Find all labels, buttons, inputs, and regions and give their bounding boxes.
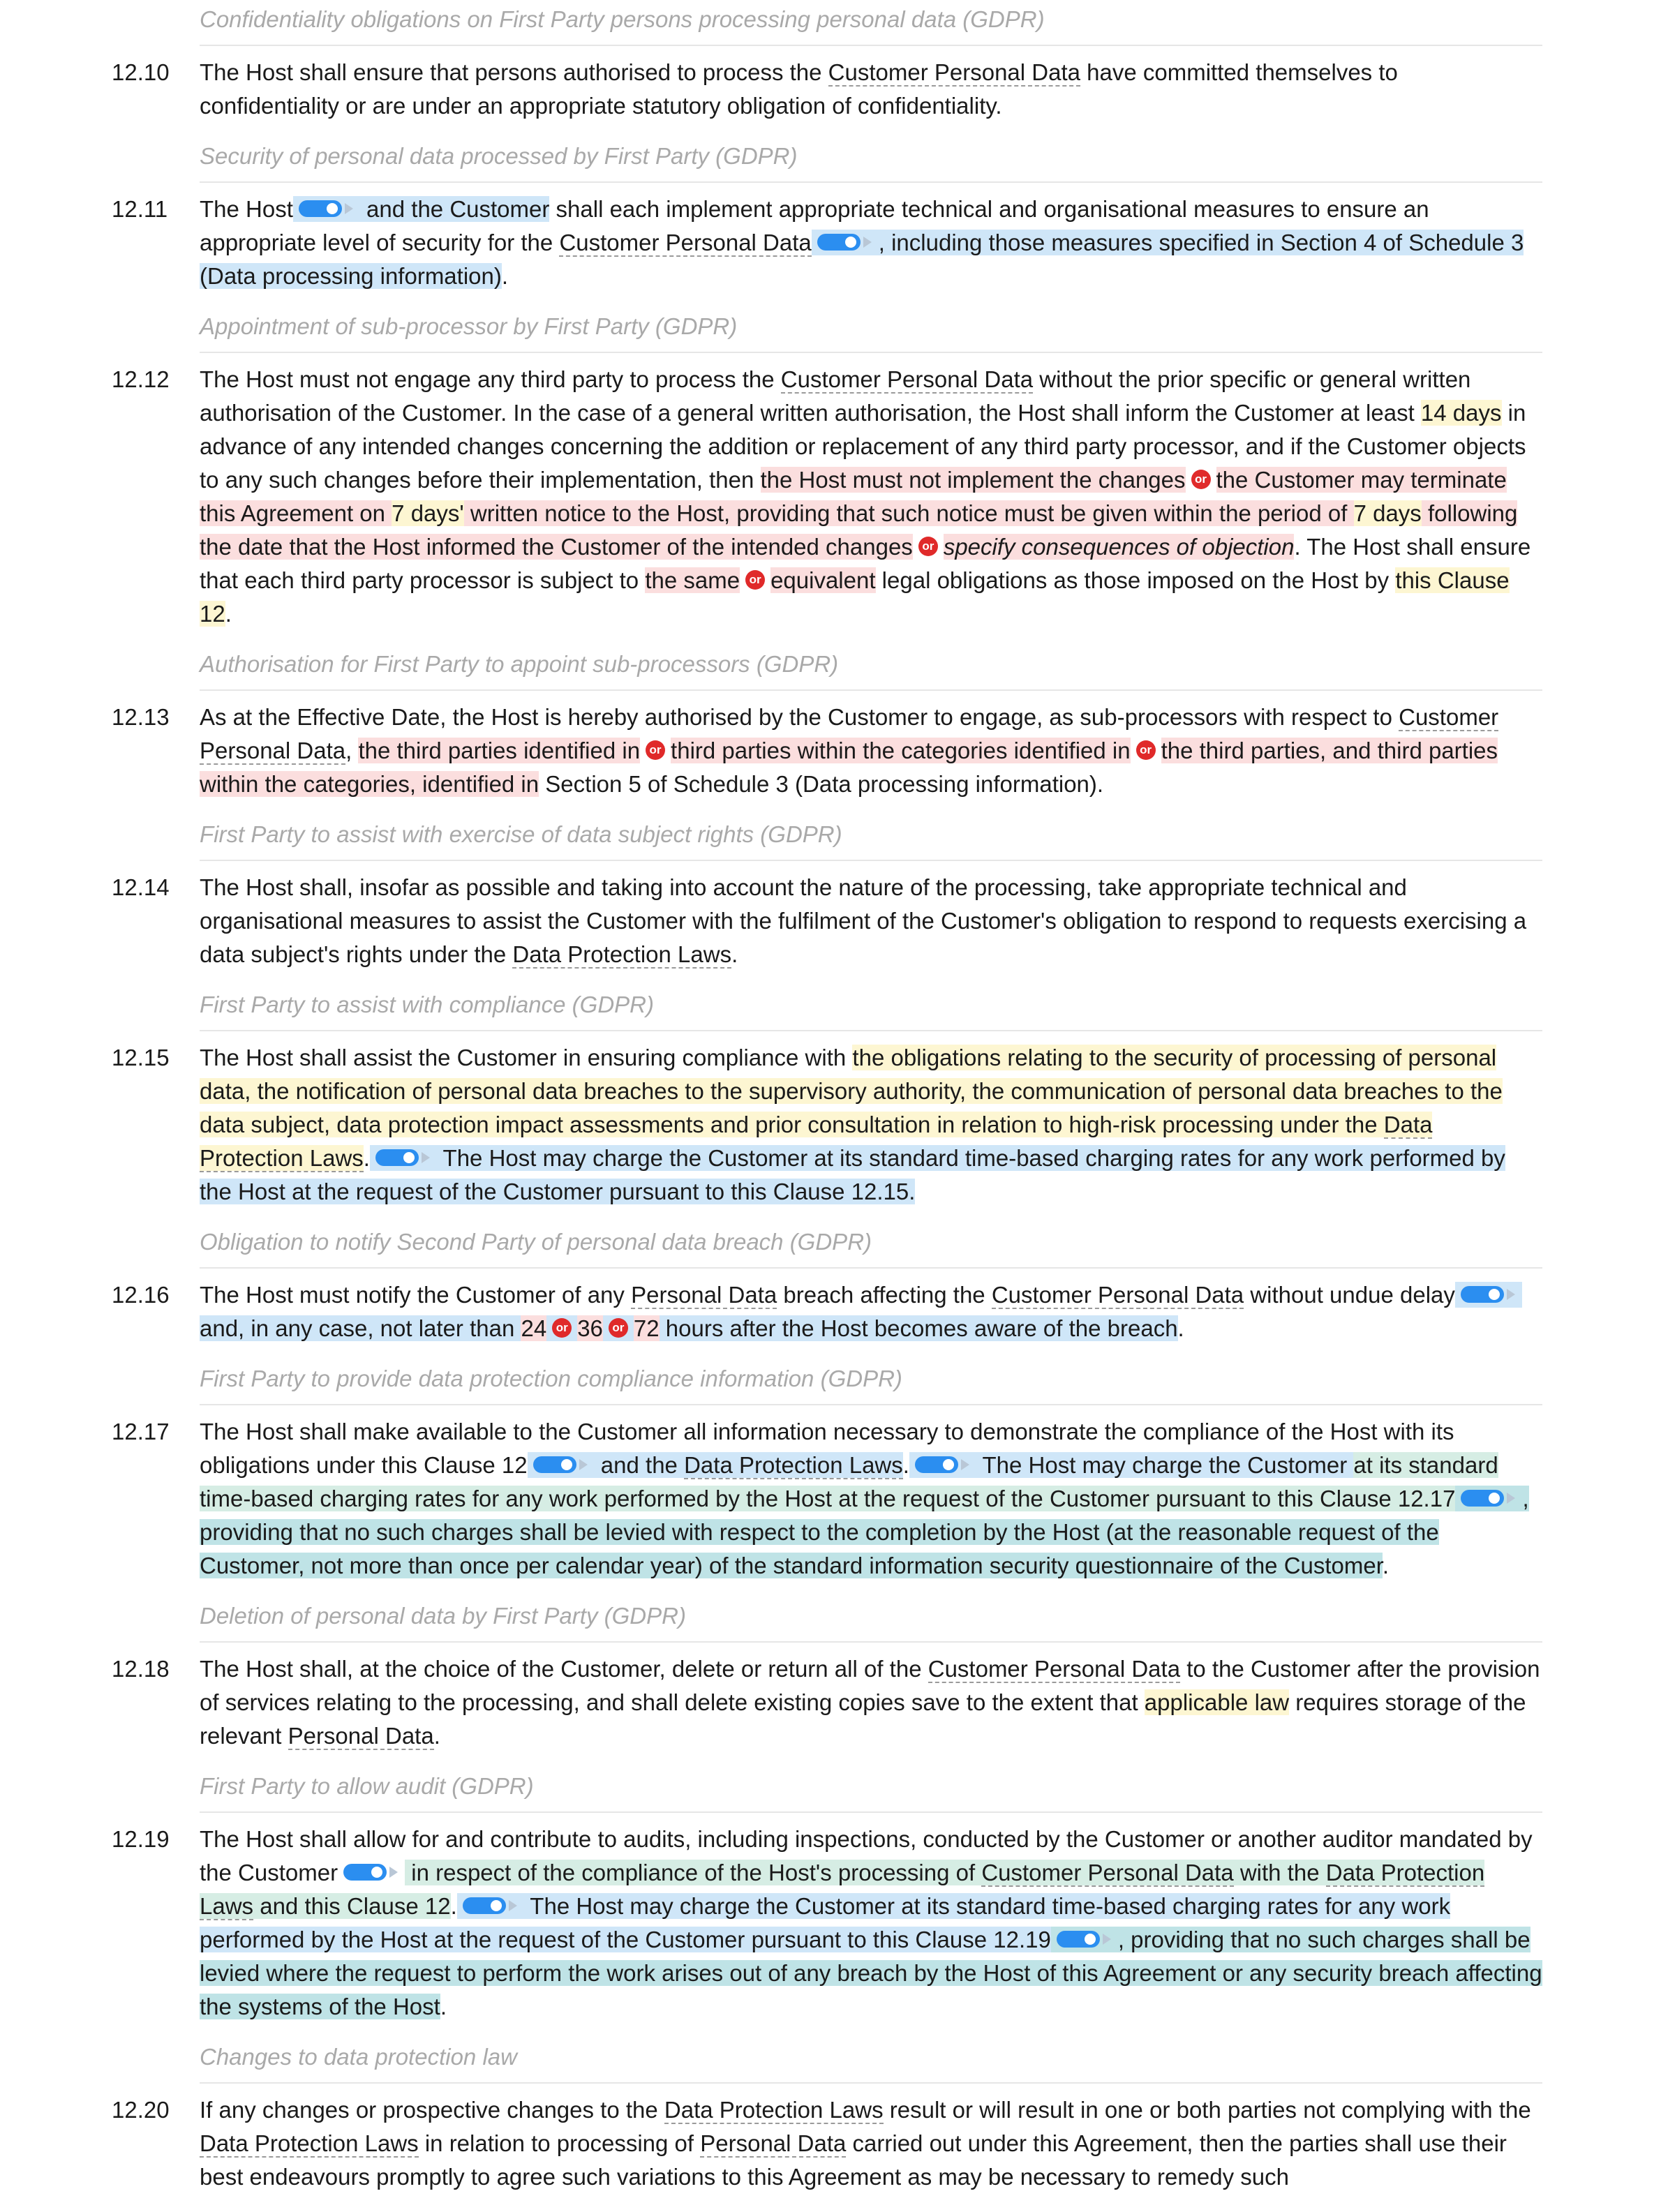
clause-12-14 xyxy=(112,871,1542,971)
section-heading: Changes to data protection law xyxy=(200,2042,1542,2084)
clause-text xyxy=(200,1041,1542,1209)
defined-term[interactable]: Data Protection Laws xyxy=(200,2130,419,2156)
section-heading: Deletion of personal data by First Party (GDPR) xyxy=(200,1601,1542,1643)
text: in advance of any intended changes concerning the addition or replacement of any third party processor, and if the Customer objects to any such changes before their implementation, then xyxy=(200,400,1526,493)
toggle-switch-icon[interactable] xyxy=(1057,1929,1112,1950)
optional-text: , providing that no such charges shall be levied with respect to the completion by the Host (at the reasonable request of the Customer, not more than once per calendar year) of the standard information security questionnaire of the Customer xyxy=(200,1486,1529,1578)
clause-12-18 xyxy=(112,1652,1542,1753)
optional-text: and, in any case, not later than xyxy=(200,1315,521,1341)
text: have committed themselves to confidentiality or are under an appropriate statutory obligation of confidentiality. xyxy=(200,59,1398,119)
section-heading: First Party to assist with exercise of data subject rights (GDPR) xyxy=(200,819,1542,861)
defined-term[interactable]: Data Protection Laws xyxy=(200,1860,1485,1919)
clause-text xyxy=(200,193,1542,293)
text: without the prior specific or general written authorisation of the Customer. In the case of a general written authorisation, the Host shall inform the Customer at least xyxy=(200,366,1471,426)
text: The Host shall, at the choice of the Customer, delete or return all of the xyxy=(200,1656,928,1682)
clause-number: 12.17 xyxy=(112,1419,170,1444)
clause-text xyxy=(200,1278,1542,1345)
toggle-switch-icon[interactable] xyxy=(817,232,873,253)
clause-text xyxy=(200,363,1542,631)
text: The Host xyxy=(200,196,293,222)
variable-text[interactable]: this Clause 12 xyxy=(200,567,1510,627)
clause-12-11 xyxy=(112,193,1542,293)
defined-term[interactable]: Customer Personal Data xyxy=(928,1656,1181,1682)
clause-number: 12.12 xyxy=(112,366,170,392)
text: The Host shall, insofar as possible and taking into account the nature of the processing, take appropriate technical and organisational measures to assist the Customer with the fulfilment of the Customer's obligation to respond to requests exercising a data subject's rights under the xyxy=(200,874,1527,967)
defined-term[interactable]: Customer Personal Data xyxy=(559,230,812,255)
text: . xyxy=(902,1452,909,1478)
text: without undue delay xyxy=(1244,1282,1455,1308)
toggle-switch-icon[interactable] xyxy=(533,1454,589,1475)
or-badge-icon[interactable]: or xyxy=(552,1318,572,1338)
text: . The Host shall ensure that each third party processor is subject to xyxy=(200,534,1531,593)
text: Section 5 of Schedule 3 (Data processing information). xyxy=(539,771,1104,797)
option-text[interactable]: 24 xyxy=(521,1315,547,1341)
clause-number: 12.11 xyxy=(112,196,168,222)
variable-text[interactable]: 14 days xyxy=(1420,400,1502,426)
section-heading: Obligation to notify Second Party of personal data breach (GDPR) xyxy=(200,1227,1542,1269)
optional-text: in respect of the compliance of the Host's processing of xyxy=(405,1860,982,1885)
text: requires storage of the relevant xyxy=(200,1689,1526,1749)
optional-text: and the xyxy=(594,1452,685,1478)
clause-number: 12.18 xyxy=(112,1656,170,1682)
clause-text xyxy=(200,1652,1542,1753)
or-badge-icon[interactable]: or xyxy=(1136,740,1156,760)
optional-text: hours after the Host becomes aware of the breach xyxy=(659,1315,1178,1341)
optional-text: and the Customer xyxy=(359,196,550,222)
defined-term[interactable]: Data Protection Laws xyxy=(512,941,732,967)
clause-12-17 xyxy=(112,1415,1542,1583)
option-text[interactable]: the same xyxy=(645,567,740,593)
text: breach affecting the xyxy=(777,1282,992,1308)
clause-12-20 xyxy=(112,2093,1542,2194)
or-badge-icon[interactable]: or xyxy=(609,1318,628,1338)
text: . xyxy=(440,1994,447,2019)
text: shall each implement appropriate technical and organisational measures to ensure an appropriate level of security for the xyxy=(200,196,1429,255)
variable-text[interactable]: applicable law xyxy=(1144,1689,1290,1715)
variable-text[interactable]: the obligations relating to the security of processing of personal data, the notification of personal data breaches to the supervisory authority, the communication of personal data breaches to the data subject, data protection impact assessments and prior consultation in relation to high-risk processing under the Data Protection Laws xyxy=(200,1045,1503,1171)
text: If any changes or prospective changes to the xyxy=(200,2097,664,2123)
defined-term[interactable]: Customer Personal Data xyxy=(981,1860,1234,1885)
text: . xyxy=(731,941,738,967)
text: in relation to processing of xyxy=(418,2130,701,2156)
variable-text[interactable]: 7 days' xyxy=(392,500,464,526)
optional-text: The Host may charge the Customer at its standard time-based charging rates for any work performed by the Host at the request of the Customer pursuant to this Clause 12.15. xyxy=(200,1145,1505,1204)
optional-text: and this Clause 12 xyxy=(253,1893,451,1919)
text: . xyxy=(225,601,232,627)
clause-number: 12.14 xyxy=(112,874,170,900)
section-heading: Authorisation for First Party to appoint sub-processors (GDPR) xyxy=(200,649,1542,691)
defined-term[interactable]: Customer Personal Data xyxy=(200,704,1499,763)
text: , xyxy=(345,738,359,763)
or-badge-icon[interactable]: or xyxy=(918,537,938,556)
text: The Host must notify the Customer of any xyxy=(200,1282,632,1308)
section-heading: First Party to provide data protection compliance information (GDPR) xyxy=(200,1363,1542,1405)
or-badge-icon[interactable]: or xyxy=(745,570,765,590)
optional-text: The Host may charge the Customer at its standard time-based charging rates for any work performed by the Host at the request of the Customer pursuant to this Clause 12.19 xyxy=(200,1893,1451,1952)
clause-12-10 xyxy=(112,56,1542,123)
clause-12-16 xyxy=(112,1278,1542,1345)
option-text[interactable]: the Host must not implement the changes xyxy=(760,467,1186,493)
clause-text xyxy=(200,1415,1542,1583)
option-text[interactable]: equivalent xyxy=(770,567,876,593)
optional-text: with the xyxy=(1233,1860,1326,1885)
clause-text xyxy=(200,1823,1542,2024)
section-heading: Security of personal data processed by First Party (GDPR) xyxy=(200,141,1542,183)
text: . xyxy=(501,263,509,289)
defined-term[interactable]: Customer Personal Data xyxy=(780,366,1034,392)
variable-text[interactable]: at its standard time-based charging rates for any work performed by the Host at the request of the Customer pursuant to this Clause 12.17 xyxy=(200,1452,1498,1511)
text: legal obligations as those imposed on the Host by xyxy=(875,567,1396,593)
section-heading: Confidentiality obligations on First Party persons processing personal data (GDPR) xyxy=(200,4,1542,46)
clause-number: 12.16 xyxy=(112,1282,170,1308)
text: . xyxy=(1382,1553,1390,1578)
document-page xyxy=(112,4,1542,2212)
text: . xyxy=(1177,1315,1184,1341)
text: result or will result in one or both parties not complying with the xyxy=(883,2097,1531,2123)
clause-number: 12.13 xyxy=(112,704,170,730)
text: The Host must not engage any third party to process the xyxy=(200,366,781,392)
toggle-switch-icon[interactable] xyxy=(915,1454,971,1475)
toggle-switch-icon[interactable] xyxy=(375,1147,431,1168)
toggle-switch-icon[interactable] xyxy=(299,198,355,219)
clause-text xyxy=(200,2093,1542,2194)
text: . xyxy=(363,1145,370,1171)
defined-term[interactable]: Customer Personal Data xyxy=(828,59,1080,85)
clause-12-13 xyxy=(112,701,1542,801)
clause-text xyxy=(200,56,1542,123)
clause-number: 12.20 xyxy=(112,2097,170,2123)
clause-text xyxy=(200,871,1542,971)
clause-text xyxy=(200,701,1542,801)
text: . xyxy=(433,1723,440,1749)
optional-text: , including those measures specified in Section 4 of Schedule 3 (Data processing information) xyxy=(200,230,1524,289)
option-text[interactable]: 36 xyxy=(577,1315,603,1341)
toggle-switch-icon[interactable] xyxy=(463,1895,519,1916)
defined-term[interactable]: Personal Data xyxy=(700,2130,847,2156)
text: to the Customer after the provision of services relating to the processing, and shall delete existing copies save to the extent that xyxy=(200,1656,1540,1715)
defined-term[interactable]: Data Protection Laws xyxy=(200,1112,1433,1171)
option-text[interactable]: third parties within the categories identified in xyxy=(671,738,1131,763)
text: The Host shall assist the Customer in ensuring compliance with xyxy=(200,1045,853,1070)
optional-text: The Host may charge the Customer xyxy=(976,1452,1354,1478)
toggle-switch-icon[interactable] xyxy=(1461,1284,1517,1305)
defined-term[interactable]: Data Protection Laws xyxy=(684,1452,903,1478)
option-text[interactable]: the third parties identified in xyxy=(358,738,641,763)
toggle-switch-icon[interactable] xyxy=(343,1862,399,1883)
option-text[interactable]: 72 xyxy=(633,1315,660,1341)
clause-12-19 xyxy=(112,1823,1542,2024)
text: The Host shall ensure that persons authorised to process the xyxy=(200,59,828,85)
option-text[interactable]: the third parties, and third parties within the categories, identified in xyxy=(200,738,1498,797)
clause-12-15 xyxy=(112,1041,1542,1209)
clause-12-12 xyxy=(112,363,1542,631)
or-badge-icon[interactable]: or xyxy=(1191,470,1211,489)
section-heading: Appointment of sub-processor by First Party (GDPR) xyxy=(200,311,1542,353)
defined-term[interactable]: Data Protection Laws xyxy=(664,2097,884,2123)
or-badge-icon[interactable]: or xyxy=(646,740,665,760)
toggle-switch-icon[interactable] xyxy=(1461,1488,1517,1509)
section-heading: First Party to assist with compliance (GDPR) xyxy=(200,989,1542,1031)
clause-number: 12.19 xyxy=(112,1826,170,1852)
option-text[interactable]: specify consequences of objection xyxy=(943,534,1295,560)
defined-term[interactable]: Personal Data xyxy=(288,1723,434,1749)
text: The Host shall allow for and contribute to audits, including inspections, conducted by the Customer or another auditor mandated by the Customer xyxy=(200,1826,1533,1885)
clause-number: 12.15 xyxy=(112,1045,170,1070)
variable-text[interactable]: 7 days xyxy=(1353,500,1422,526)
option-text[interactable]: the Customer may terminate this Agreement on 7 days' written notice to the Host, providing that such notice must be given within the period of 7 days following the date that the Host informed the Customer of the intended changes xyxy=(200,467,1518,560)
text: The Host shall make available to the Customer all information necessary to demonstrate the compliance of the Host with its obligations under this Clause 12 xyxy=(200,1419,1454,1478)
text: carried out under this Agreement, then the parties shall use their best endeavours promptly to agree such variations to this Agreement as may be necessary to remedy such xyxy=(200,2130,1507,2190)
defined-term[interactable]: Customer Personal Data xyxy=(991,1282,1244,1308)
section-heading: First Party to allow audit (GDPR) xyxy=(200,1771,1542,1813)
clause-number: 12.10 xyxy=(112,59,170,85)
optional-text: , providing that no such charges shall be levied where the request to perform the work arises out of any breach by the Host of this Agreement or any security breach affecting the systems of the Host xyxy=(200,1927,1542,2019)
text: . xyxy=(450,1893,457,1919)
defined-term[interactable]: Personal Data xyxy=(631,1282,777,1308)
text: As at the Effective Date, the Host is hereby authorised by the Customer to engage, as sub-processors with respect to xyxy=(200,704,1399,730)
